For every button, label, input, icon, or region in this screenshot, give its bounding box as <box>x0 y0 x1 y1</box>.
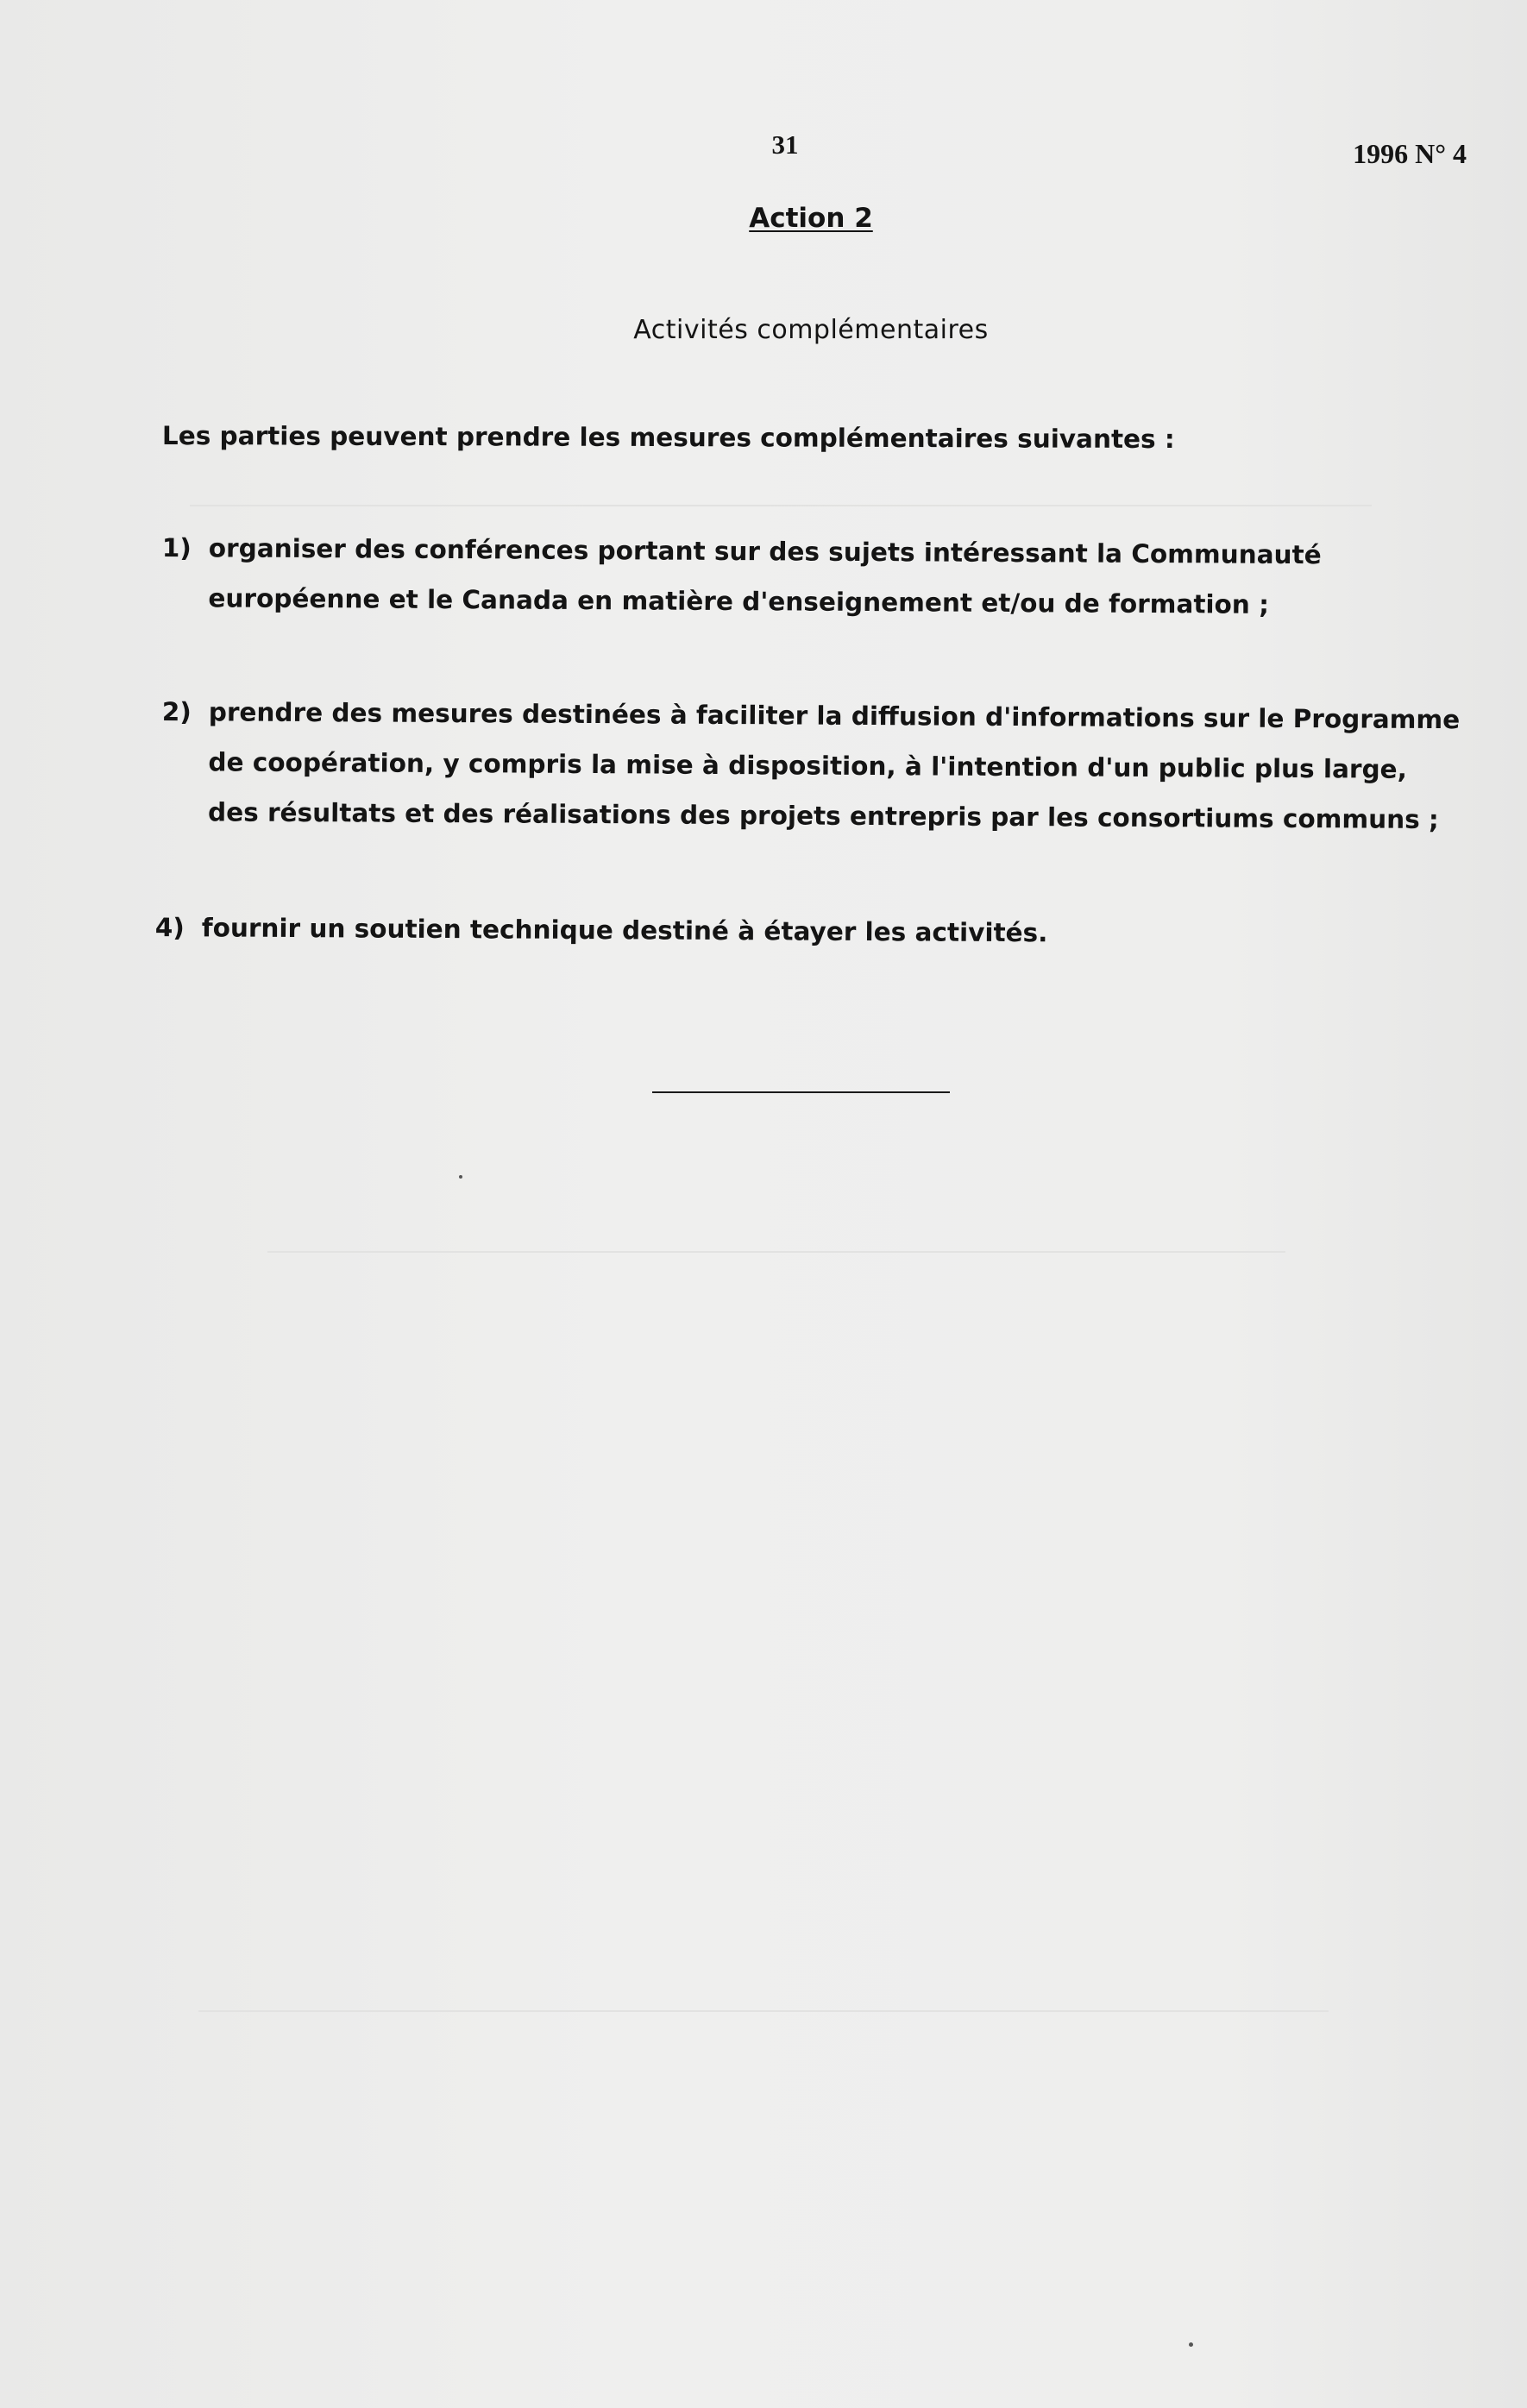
list-item-number: 1) <box>161 532 192 563</box>
speck <box>459 1175 462 1179</box>
list-item-number: 2) <box>161 696 192 727</box>
intro-paragraph: Les parties peuvent prendre les mesures complémentaires suivantes : <box>161 421 1175 455</box>
speck <box>1189 2342 1193 2347</box>
closing-rule <box>652 1091 950 1093</box>
list-item <box>161 687 1465 845</box>
list-item-text: organiser des conférences portant sur des sujets intéressant la Communauté européenne et le Canada en matière d'enseignement et/ou de formation ; <box>208 533 1322 619</box>
section-heading <box>690 203 932 234</box>
show-through-rule <box>198 2010 1329 2012</box>
show-through-rule <box>190 505 1372 506</box>
section-subheading: Activités complémentaires <box>633 315 989 345</box>
list-item-text: prendre des mesures destinées à faciliter la diffusion d'informations sur le Programme de coopération, y compris la mise à disposition, à l'intention d'un public plus large, des résultats et des réalisations des projets entrepris par les consortiums communs ; <box>208 697 1461 835</box>
list-item-number: 4) <box>154 912 185 943</box>
issue-number: 1996 N° 4 <box>1353 138 1467 169</box>
section-heading-text: Action 2 <box>749 203 873 234</box>
page-number: 31 <box>771 129 799 160</box>
show-through-rule <box>267 1251 1285 1253</box>
list-item-text: fournir un soutien technique destiné à étayer les activités. <box>201 913 1048 948</box>
list-item <box>161 523 1465 631</box>
list-item <box>155 902 1458 960</box>
